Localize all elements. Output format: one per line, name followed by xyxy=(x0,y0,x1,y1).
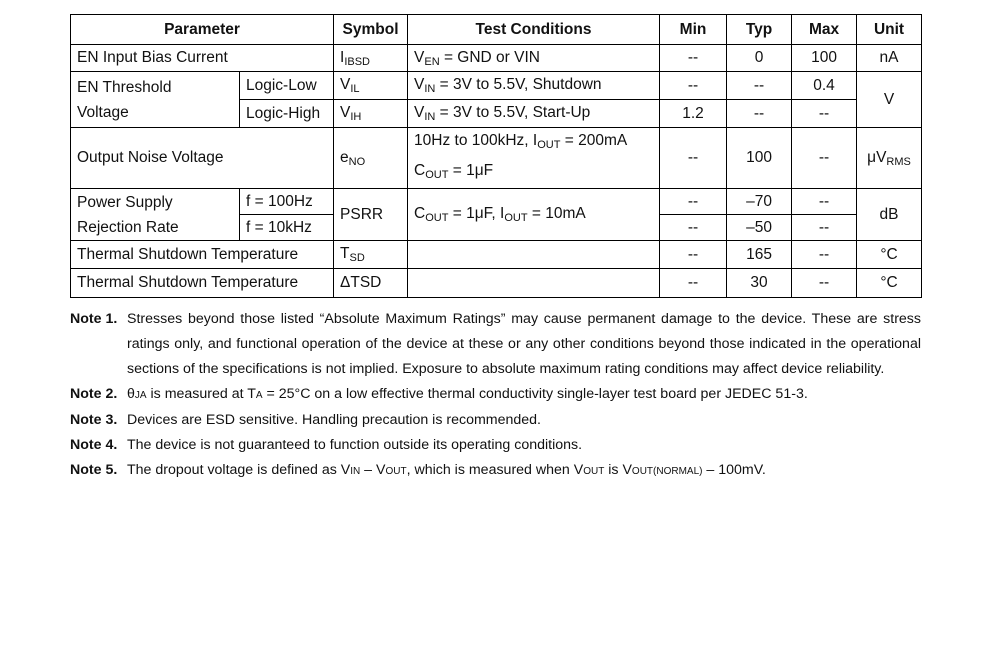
sub-param-cell: f = 10kHz xyxy=(240,215,334,241)
sub-param-cell: Logic-High xyxy=(240,100,334,128)
unit-cell: $\mu V_{RMS}$ xyxy=(857,128,922,189)
param-cell: EN Threshold Voltage xyxy=(71,72,240,128)
notes-section xyxy=(70,307,921,484)
min-cell: -- xyxy=(660,45,727,72)
typ-cell: -- xyxy=(727,72,792,100)
symbol-cell: $V_{IL}$ xyxy=(334,72,408,100)
param-cell: Power Supply Rejection Rate xyxy=(71,189,240,241)
note-4 xyxy=(70,433,921,458)
unit-cell: °C xyxy=(857,241,922,269)
table-row xyxy=(71,189,922,215)
unit-cell: dB xyxy=(857,189,922,241)
symbol-cell: $e_{NO}$ xyxy=(334,128,408,189)
min-cell: 1.2 xyxy=(660,100,727,128)
min-cell: -- xyxy=(660,241,727,269)
max-cell: -- xyxy=(792,269,857,298)
min-cell: -- xyxy=(660,189,727,215)
note-1 xyxy=(70,307,921,382)
max-cell: -- xyxy=(792,189,857,215)
typ-cell: 30 xyxy=(727,269,792,298)
unit-cell: °C xyxy=(857,269,922,298)
min-cell: -- xyxy=(660,128,727,189)
condition-cell xyxy=(408,241,660,269)
typ-cell: 165 xyxy=(727,241,792,269)
condition-cell: $V_{IN} = 3V$ to 5.5V, Start-Up xyxy=(408,100,660,128)
param-cell: Output Noise Voltage xyxy=(71,128,334,189)
condition-cell: $V_{IN} = 3V$ to 5.5V, Shutdown xyxy=(408,72,660,100)
unit-cell: V xyxy=(857,72,922,128)
header-test-conditions: Test Conditions xyxy=(408,15,660,45)
max-cell: -- xyxy=(792,100,857,128)
max-cell: 100 xyxy=(792,45,857,72)
condition-cell: $C_{OUT} = 1\mu F$, $I_{OUT} = 10mA$ xyxy=(408,189,660,241)
note-label: Note 4. xyxy=(70,437,118,453)
note-text: Devices are ESD sensitive. Handling precaution is recommended. xyxy=(127,412,542,428)
typ-cell: 0 xyxy=(727,45,792,72)
header-unit: Unit xyxy=(857,15,922,45)
note-label: Note 3. xyxy=(70,412,118,428)
note-label: Note 5. xyxy=(70,462,118,478)
max-cell: 0.4 xyxy=(792,72,857,100)
min-cell: -- xyxy=(660,215,727,241)
electrical-characteristics-table xyxy=(70,14,922,298)
header-symbol: Symbol xyxy=(334,15,408,45)
note-text: The device is not guaranteed to function outside its operating conditions. xyxy=(127,437,583,453)
table-row xyxy=(71,45,922,72)
typ-cell: -- xyxy=(727,100,792,128)
unit-cell: nA xyxy=(857,45,922,72)
condition-cell xyxy=(408,269,660,298)
sub-param-cell: f = 100Hz xyxy=(240,189,334,215)
typ-cell: –70 xyxy=(727,189,792,215)
note-2 xyxy=(70,382,921,408)
header-parameter: Parameter xyxy=(71,15,334,45)
param-cell: EN Input Bias Current xyxy=(71,45,334,72)
symbol-cell: $V_{IH}$ xyxy=(334,100,408,128)
table-row xyxy=(71,241,922,269)
table-row xyxy=(71,269,922,298)
table-row xyxy=(71,72,922,100)
header-min: Min xyxy=(660,15,727,45)
symbol-cell: $I_{IBSD}$ xyxy=(334,45,408,72)
max-cell: -- xyxy=(792,215,857,241)
symbol-cell: ΔTSD xyxy=(334,269,408,298)
note-5 xyxy=(70,458,921,484)
max-cell: -- xyxy=(792,128,857,189)
note-3 xyxy=(70,408,921,433)
table-row xyxy=(71,128,922,189)
note-label: Note 1. xyxy=(70,311,118,327)
note-text: The dropout voltage is defined as VIN – VOUT, which is measured when VOUT is VOUT(NORMAL) – 100mV. xyxy=(127,462,766,478)
header-max: Max xyxy=(792,15,857,45)
header-typ: Typ xyxy=(727,15,792,45)
min-cell: -- xyxy=(660,269,727,298)
param-cell: Thermal Shutdown Temperature xyxy=(71,241,334,269)
symbol-cell: $T_{SD}$ xyxy=(334,241,408,269)
symbol-cell: PSRR xyxy=(334,189,408,241)
condition-cell: 10Hz to 100kHz, $I_{OUT} = 200mA$ $C_{OUT} = 1\mu F$ xyxy=(408,128,660,189)
note-text: Stresses beyond those listed “Absolute Maximum Ratings” may cause permanent damage to the device. These are stress ratings only, and functional operation of the device at these or any other conditions beyond those indicated in the operational sections of the specifications is not implied. Exposure to absolute maximum rating conditions may affect device reliability. xyxy=(127,311,921,377)
header-row xyxy=(71,15,922,45)
max-cell: -- xyxy=(792,241,857,269)
param-cell: Thermal Shutdown Temperature xyxy=(71,269,334,298)
note-label: Note 2. xyxy=(70,386,118,402)
condition-cell: $V_{EN}$ = GND or VIN xyxy=(408,45,660,72)
min-cell: -- xyxy=(660,72,727,100)
typ-cell: 100 xyxy=(727,128,792,189)
typ-cell: –50 xyxy=(727,215,792,241)
sub-param-cell: Logic-Low xyxy=(240,72,334,100)
note-text: θJA is measured at TA = 25°C on a low effective thermal conductivity single-layer test board per JEDEC 51-3. xyxy=(127,386,808,402)
